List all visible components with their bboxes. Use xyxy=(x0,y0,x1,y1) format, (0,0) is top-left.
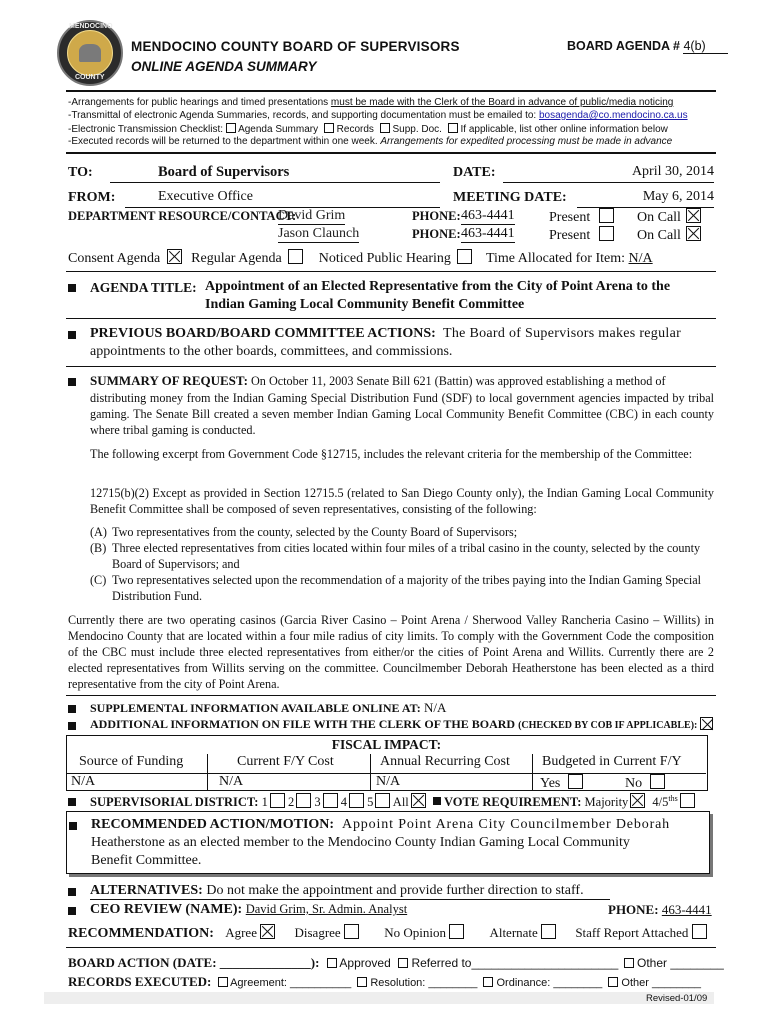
recommendation-label: RECOMMENDATION: xyxy=(68,926,214,941)
four-fifths-suffix: ths xyxy=(668,793,678,803)
oncall-checkbox-1[interactable] xyxy=(686,208,701,223)
consent-agenda-label: Consent Agenda xyxy=(68,251,161,266)
instruction-text: -Executed records will be returned to the department within one week. xyxy=(68,136,381,147)
ceo-review-label: CEO REVIEW (NAME): xyxy=(90,902,243,917)
public-hearing-label: Noticed Public Hearing xyxy=(318,251,451,266)
contact-label: DEPARTMENT RESOURCE/CONTACT: xyxy=(68,209,297,223)
contact-name-1: David Grim xyxy=(278,208,346,223)
instructions-rule xyxy=(66,152,716,154)
list-item xyxy=(90,524,714,540)
email-link[interactable]: bosagenda@co.mendocino.ca.us xyxy=(538,110,688,121)
ceo-review-row xyxy=(90,902,407,918)
recommended-action-line2: Heatherstone as an elected member to the Mendocino County Indian Gaming Local Community xyxy=(91,835,630,850)
records-options xyxy=(215,977,701,989)
district-2-label: 2 xyxy=(287,795,295,809)
district-5-checkbox[interactable] xyxy=(375,793,390,808)
agree-checkbox[interactable] xyxy=(260,924,275,939)
district-3-label: 3 xyxy=(314,795,321,809)
ceo-phone-value: 463-4441 xyxy=(661,902,712,917)
no-opinion-checkbox[interactable] xyxy=(449,924,464,939)
recommended-action-box xyxy=(66,811,710,874)
time-allocated-value: N/A xyxy=(628,251,653,266)
budgeted-no-checkbox[interactable] xyxy=(650,774,665,789)
district-5-label: 5 xyxy=(367,795,374,809)
bullet-icon xyxy=(69,822,77,830)
district-1-label: 1 xyxy=(261,795,268,809)
recommended-action-line3: Benefit Committee. xyxy=(91,853,202,868)
majority-label: Majority xyxy=(584,795,629,809)
header-rule xyxy=(66,90,716,92)
instruction-line-1 xyxy=(68,97,673,108)
from-field[interactable] xyxy=(125,189,440,208)
additional-info-checkbox[interactable] xyxy=(700,717,713,730)
additional-info-note: (CHECKED BY COB IF APPLICABLE): xyxy=(518,720,698,731)
page-title: MENDOCINO COUNTY BOARD OF SUPERVISORS xyxy=(131,39,460,54)
page-subtitle: ONLINE AGENDA SUMMARY xyxy=(131,59,317,74)
board-action-row xyxy=(68,955,724,971)
approved-label: Approved xyxy=(339,956,391,970)
date-value: April 30, 2014 xyxy=(631,164,714,179)
recommended-action-line1: Appoint Point Arena City Councilmember Deborah xyxy=(342,817,670,832)
ceo-review-value: David Grim, Sr. Admin. Analyst xyxy=(245,902,408,916)
alternate-checkbox[interactable] xyxy=(541,924,556,939)
alternate-label: Alternate xyxy=(489,925,538,940)
county-seal xyxy=(57,20,123,86)
supplemental-label: SUPPLEMENTAL INFORMATION AVAILABLE ONLINE AT: xyxy=(90,701,421,715)
budgeted-no-option xyxy=(625,774,665,792)
summary-first-line: On October 11, 2003 Senate Bill 621 (Battin) was approved establishing a method of xyxy=(251,374,666,388)
district-1-checkbox[interactable] xyxy=(270,793,285,808)
agenda-number-value: 4(b) xyxy=(683,39,728,54)
summary-paragraph-4: Currently there are two operating casinos (Garcia River Casino – Point Arena / Sherwood Valley Rancheria Casino – Willits) in Mendocino County that are located within a four mile radius of city limits. To comply with the Government Code the composition of the CBC must include three elected representatives from either/or the cities of Point Arena and Willits. Currently there are 2 elected representatives from Willits serving on the committee. Councilmember Deborah Heatherstone has been elected as a third representative from the city of Point Arena. xyxy=(68,613,714,691)
ordinance-checkbox[interactable] xyxy=(483,977,493,987)
meeting-date-label: MEETING DATE: xyxy=(453,190,567,205)
present-option-1 xyxy=(549,208,614,226)
bullet-icon xyxy=(68,722,76,730)
list-text: Three elected representatives from cities located within four miles of a tribal casino in the county, selected by the county Board of Supervisors; and xyxy=(112,541,701,571)
agree-label: Agree xyxy=(225,925,257,940)
fiscal-col-divider xyxy=(532,754,533,790)
ceo-rule xyxy=(66,947,716,948)
present-label: Present xyxy=(549,210,591,225)
agenda-title-line2: Indian Gaming Local Community Benefit Committee xyxy=(205,297,525,312)
checklist-item: Records xyxy=(336,124,374,135)
alternatives-label: ALTERNATIVES: xyxy=(90,883,203,898)
list-item xyxy=(90,540,714,572)
phone-label-2: PHONE: xyxy=(412,227,461,241)
resolution-checkbox[interactable] xyxy=(357,977,367,987)
agenda-title-label: AGENDA TITLE: xyxy=(90,280,197,295)
agenda-number-label: BOARD AGENDA # xyxy=(567,39,680,53)
revised-date: Revised-01/09 xyxy=(646,993,708,1004)
budgeted-no-label: No xyxy=(625,776,643,791)
contact-name-2: Jason Claunch xyxy=(278,226,360,241)
ordinance-label: Ordinance: ________ xyxy=(496,977,603,989)
bullet-icon xyxy=(68,798,76,806)
recommended-action-label: RECOMMENDED ACTION/MOTION: xyxy=(91,817,335,832)
bullet-icon xyxy=(68,888,76,896)
agreement-label: Agreement: __________ xyxy=(230,977,352,989)
list-item xyxy=(90,572,714,604)
staff-report-checkbox[interactable] xyxy=(692,924,707,939)
district-2-checkbox[interactable] xyxy=(296,793,311,808)
board-action-options xyxy=(323,956,724,970)
meeting-date-value: May 6, 2014 xyxy=(642,189,714,204)
fiscal-header-budgeted: Budgeted in Current F/Y xyxy=(542,754,682,769)
agreement-checkbox[interactable] xyxy=(218,977,228,987)
present-checkbox-2[interactable] xyxy=(599,226,614,241)
budgeted-yes-option xyxy=(540,774,583,792)
instruction-italic: Arrangements for expedited processing must be made in advance xyxy=(380,136,673,147)
list-marker: (C) xyxy=(90,573,107,587)
agenda-title-line1: Appointment of an Elected Representative from the City of Point Arena to the xyxy=(205,279,671,294)
approved-checkbox[interactable] xyxy=(327,958,337,968)
fiscal-current-value: N/A xyxy=(219,774,244,789)
summary-rule xyxy=(66,695,716,696)
district-label: SUPERVISORIAL DISTRICT: xyxy=(90,795,259,809)
seal-text-bottom: COUNTY xyxy=(75,74,105,81)
ceo-phone-label: PHONE: xyxy=(608,902,659,917)
summary-paragraph-2: The following excerpt from Government Code §12715, includes the relevant criteria for the membership of the Committee: xyxy=(90,447,693,461)
previous-actions-rule xyxy=(66,366,716,367)
instruction-underlined: must be made with the Clerk of the Board in advance of public/media noticing xyxy=(330,97,674,108)
supp-doc-checkbox[interactable] xyxy=(380,123,390,133)
recommendation-row xyxy=(68,924,707,942)
from-label: FROM: xyxy=(68,190,116,205)
instruction-text: -Transmittal of electronic Agenda Summaries, records, and supporting documentation must be emailed to: xyxy=(68,110,539,121)
additional-info-row xyxy=(90,717,713,732)
checklist-item: Supp. Doc. xyxy=(392,124,442,135)
majority-checkbox[interactable] xyxy=(630,793,645,808)
fiscal-col-divider xyxy=(370,754,371,790)
list-text: Two representatives from the county, selected by the County Board of Supervisors; xyxy=(112,525,518,539)
four-fifths-label: 4/5 xyxy=(652,795,669,809)
previous-actions-line2: appointments to the other boards, committees, and commissions. xyxy=(90,344,453,359)
from-value: Executive Office xyxy=(158,189,253,204)
list-marker: (B) xyxy=(90,541,107,555)
consent-agenda-checkbox[interactable] xyxy=(167,249,182,264)
previous-actions-label: PREVIOUS BOARD/BOARD COMMITTEE ACTIONS: xyxy=(90,326,436,341)
alternatives-value: Do not make the appointment and provide further direction to staff. xyxy=(206,883,584,898)
seal-text-top: MENDOCINO xyxy=(69,23,113,30)
list-text: Two representatives selected upon the recommendation of a majority of the tribes paying into the Indian Gaming Special Distribution Fund. xyxy=(112,573,702,603)
supplemental-value: N/A xyxy=(423,700,447,715)
district-all-checkbox[interactable] xyxy=(411,793,426,808)
other-action-label: Other ________ xyxy=(637,956,724,970)
fiscal-impact-title: FISCAL IMPACT: xyxy=(331,737,442,752)
phone-value-2: 463-4441 xyxy=(461,226,515,241)
vote-requirement-label: VOTE REQUIREMENT: xyxy=(444,795,582,809)
oncall-label: On Call xyxy=(637,210,681,225)
records-executed-label: RECORDS EXECUTED: xyxy=(68,974,212,989)
agenda-title-rule xyxy=(66,318,716,319)
regular-agenda-label: Regular Agenda xyxy=(191,251,282,266)
present-label: Present xyxy=(549,228,591,243)
oncall-label: On Call xyxy=(637,228,681,243)
district-row xyxy=(90,793,695,810)
instruction-line-2 xyxy=(68,110,688,121)
district-3-checkbox[interactable] xyxy=(323,793,338,808)
summary-paragraph-3: 12715(b)(2) Except as provided in Section 12715.5 (related to San Diego County only), the Indian Gaming Local Community Benefit Committee shall be composed of seven representatives, consisting of the following: xyxy=(90,486,714,516)
instruction-line-3 xyxy=(68,123,668,135)
present-option-2 xyxy=(549,226,614,244)
agenda-summary-checkbox[interactable] xyxy=(226,123,236,133)
bullet-icon xyxy=(68,907,76,915)
agenda-type-row xyxy=(68,249,653,267)
criteria-list xyxy=(90,524,714,604)
to-value: Board of Supervisors xyxy=(158,164,290,180)
list-marker: (A) xyxy=(90,525,107,539)
other-action-checkbox[interactable] xyxy=(624,958,634,968)
bullet-icon xyxy=(68,378,76,386)
oncall-option-2 xyxy=(637,226,701,244)
no-opinion-label: No Opinion xyxy=(384,925,446,940)
fiscal-col-divider xyxy=(207,754,208,790)
alternatives-rule xyxy=(90,899,610,900)
public-hearing-checkbox[interactable] xyxy=(457,249,472,264)
four-fifths-checkbox[interactable] xyxy=(680,793,695,808)
regular-agenda-checkbox[interactable] xyxy=(288,249,303,264)
other-record-checkbox[interactable] xyxy=(608,977,618,987)
district-all-label: All xyxy=(392,795,409,809)
records-checkbox[interactable] xyxy=(324,123,334,133)
other-online-checkbox[interactable] xyxy=(448,123,458,133)
footer-bar xyxy=(44,992,714,1004)
bullet-icon xyxy=(433,797,441,805)
resolution-label: Resolution: ________ xyxy=(370,977,478,989)
disagree-checkbox[interactable] xyxy=(344,924,359,939)
instruction-line-4 xyxy=(68,136,672,147)
agenda-number-field xyxy=(567,39,728,54)
checklist-item: Agenda Summary xyxy=(238,124,319,135)
agenda-type-rule xyxy=(66,271,716,272)
supplemental-row xyxy=(90,700,446,716)
checklist-label: -Electronic Transmission Checklist: xyxy=(68,124,224,135)
to-label: TO: xyxy=(68,165,93,180)
budgeted-yes-checkbox[interactable] xyxy=(568,774,583,789)
oncall-option-1 xyxy=(637,208,701,226)
bullet-icon xyxy=(68,705,76,713)
bullet-icon xyxy=(68,331,76,339)
previous-actions-line1: The Board of Supervisors makes regular xyxy=(443,326,682,341)
summary-paragraph-1: distributing money from the Indian Gaming Special Distribution Fund (SDF) to local government agencies impacted by tribal gaming. The Senate Bill created a seven member Indian Gaming Local Community Benefit Committee (CBC) in each county where tribal gaming is conducted. xyxy=(90,391,714,437)
checklist-item: If applicable, list other online information below xyxy=(460,124,668,135)
budgeted-yes-label: Yes xyxy=(540,776,561,791)
fiscal-impact-table xyxy=(66,735,708,791)
referred-label: Referred to______________________ xyxy=(411,956,619,970)
board-action-label: BOARD ACTION (DATE: ______________): xyxy=(68,955,320,970)
present-checkbox-1[interactable] xyxy=(599,208,614,223)
fiscal-header-annual: Annual Recurring Cost xyxy=(380,754,510,769)
fiscal-header-source: Source of Funding xyxy=(79,754,184,769)
referred-checkbox[interactable] xyxy=(398,958,408,968)
additional-info-label: ADDITIONAL INFORMATION ON FILE WITH THE CLERK OF THE BOARD xyxy=(90,717,516,731)
records-executed-row xyxy=(68,974,701,990)
staff-report-label: Staff Report Attached xyxy=(575,925,689,940)
oncall-checkbox-2[interactable] xyxy=(686,226,701,241)
other-record-label: Other ________ xyxy=(621,977,701,989)
district-4-label: 4 xyxy=(340,795,347,809)
time-allocated-label: Time Allocated for Item: xyxy=(485,251,626,266)
alternatives-row xyxy=(90,883,584,899)
phone-label-1: PHONE: xyxy=(412,209,461,223)
date-label: DATE: xyxy=(453,165,496,180)
summary-label: SUMMARY OF REQUEST: xyxy=(90,373,248,388)
disagree-label: Disagree xyxy=(294,925,341,940)
bullet-icon xyxy=(68,284,76,292)
district-4-checkbox[interactable] xyxy=(349,793,364,808)
fiscal-header-current: Current F/Y Cost xyxy=(237,754,334,769)
fiscal-source-value: N/A xyxy=(71,774,96,789)
phone-value-1: 463-4441 xyxy=(461,208,515,223)
date-field[interactable] xyxy=(503,164,714,183)
meeting-date-field[interactable] xyxy=(577,189,714,208)
to-field[interactable] xyxy=(110,164,440,183)
instruction-text: -Arrangements for public hearings and timed presentations xyxy=(68,97,331,108)
fiscal-annual-value: N/A xyxy=(376,774,401,789)
ceo-phone xyxy=(608,902,712,918)
